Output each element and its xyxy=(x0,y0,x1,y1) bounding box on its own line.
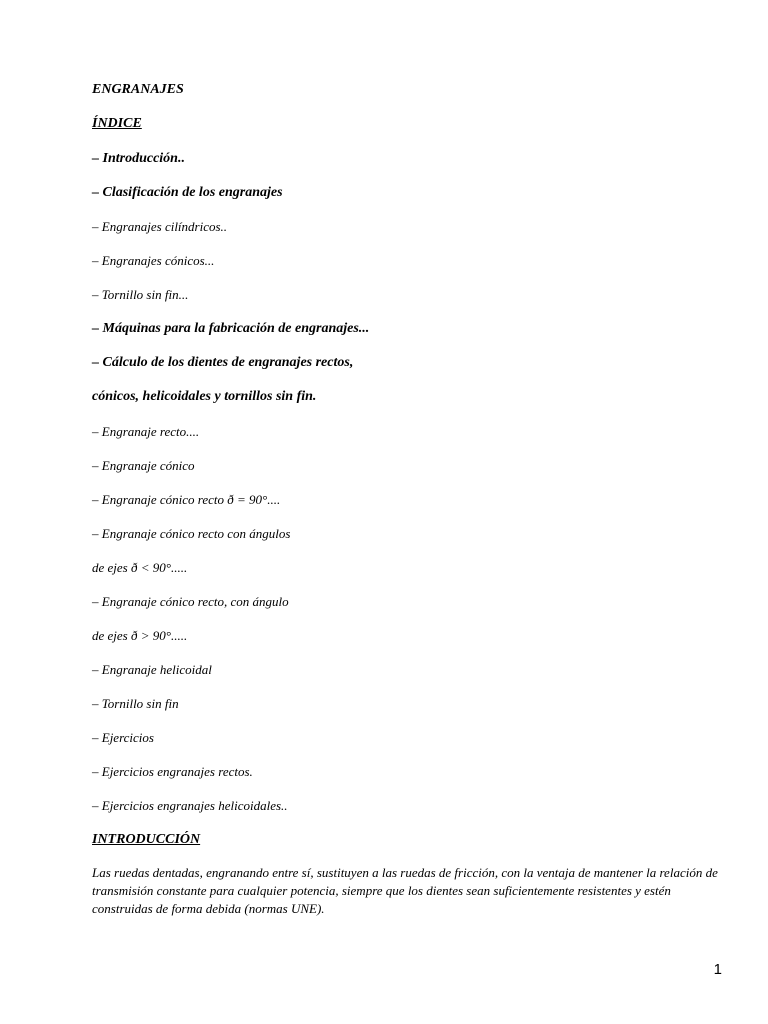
index-item: de ejes ð > 90°..... xyxy=(92,628,188,643)
index-item: – Engranajes cilíndricos.. xyxy=(92,219,228,234)
intro-paragraph: Las ruedas dentadas, engranando entre sí, sustituyen a las ruedas de fricción, con la ventaja de mantener la relación de transmisión constante para cualquier potencia, siempre que los dientes sean suficientemente resistentes y estén construidas de forma debida (normas UNE). xyxy=(92,865,718,916)
index-item: – Ejercicios engranajes helicoidales.. xyxy=(92,798,288,813)
index-item: – Introducción.. xyxy=(92,151,185,166)
document-title: ENGRANAJES xyxy=(92,82,184,97)
index-item: – Engranaje cónico recto ð = 90°.... xyxy=(92,492,281,507)
index-item: – Tornillo sin fin... xyxy=(92,287,189,302)
index-item: – Engranaje cónico recto, con ángulo xyxy=(92,594,289,609)
index-heading: ÍNDICE xyxy=(92,116,142,131)
index-item: de ejes ð < 90°..... xyxy=(92,560,188,575)
index-item: – Cálculo de los dientes de engranajes rectos, xyxy=(92,355,354,370)
index-item: – Engranaje recto.... xyxy=(92,424,200,439)
index-item: – Engranaje helicoidal xyxy=(92,662,212,677)
index-item: – Clasificación de los engranajes xyxy=(92,185,283,200)
page-number: 1 xyxy=(713,961,722,978)
index-item: – Engranaje cónico recto con ángulos xyxy=(92,526,291,541)
index-item: – Tornillo sin fin xyxy=(92,696,179,711)
index-item: – Engranajes cónicos... xyxy=(92,253,215,268)
index-item: cónicos, helicoidales y tornillos sin fin. xyxy=(92,389,317,404)
index-item: – Engranaje cónico xyxy=(92,458,195,473)
index-item: – Ejercicios engranajes rectos. xyxy=(92,764,253,779)
index-item: – Máquinas para la fabricación de engranajes... xyxy=(92,321,370,336)
index-item: – Ejercicios xyxy=(92,730,154,745)
intro-heading: INTRODUCCIÓN xyxy=(92,832,201,847)
